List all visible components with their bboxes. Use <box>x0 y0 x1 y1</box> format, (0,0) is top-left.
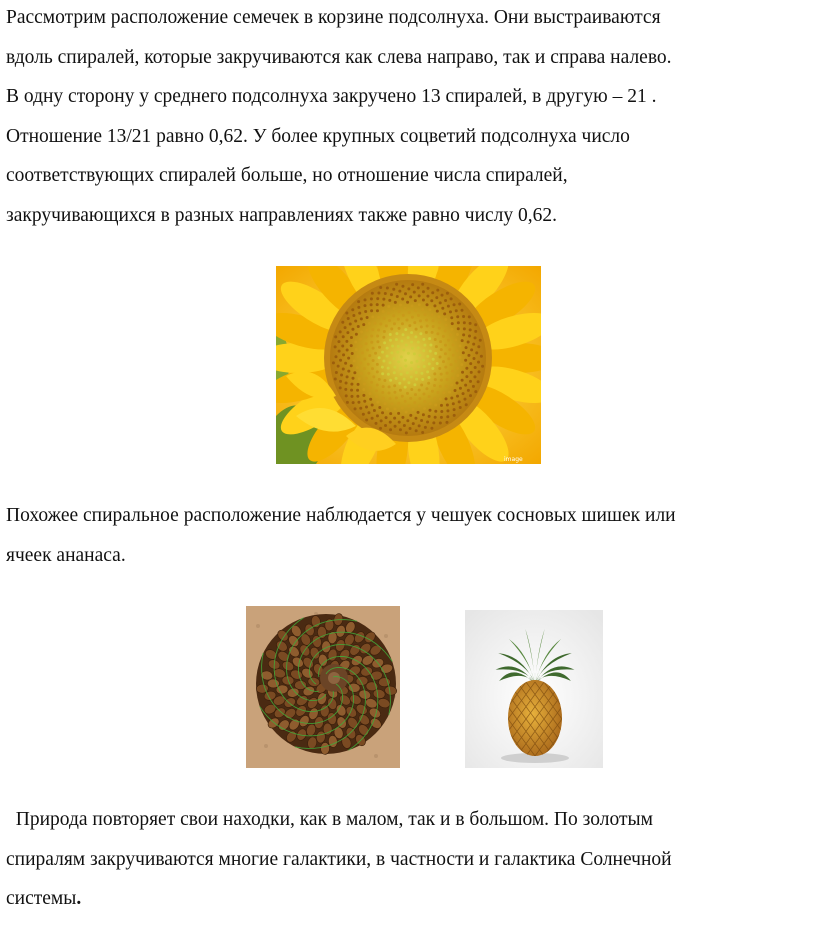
pinecone-image <box>246 606 400 768</box>
paragraph-sunflower-spirals <box>6 0 812 235</box>
text-line: Рассмотрим расположение семечек в корзине подсолнуха. Они выстраиваются <box>6 7 661 28</box>
text-line-last <box>6 879 812 919</box>
paragraph-pinecone-pineapple <box>6 496 812 575</box>
text-last-word: системы <box>6 888 77 909</box>
text-period: . <box>76 888 82 909</box>
text-line: Похожее спиральное расположение наблюдается у чешуек сосновых шишек или <box>6 505 676 526</box>
text-line: вдоль спиралей, которые закручиваются как слева направо, так и справа налево. <box>6 46 672 68</box>
text-line: В одну сторону у среднего подсолнуха закручено 13 спиралей, в другую – 21 . <box>6 86 657 107</box>
text-line: спиралям закручиваются многие галактики, в частности и галактика Солнечной <box>6 848 672 870</box>
text-line: Природа повторяет свои находки, как в малом, так и в большом. По золотым <box>6 809 653 830</box>
paragraph-galaxies <box>6 800 812 919</box>
text-line: соответствующих спиралей больше, но отношение числа спиралей, <box>6 165 568 186</box>
text-line: закручивающихся в разных направлениях также равно числу 0,62. <box>6 204 558 226</box>
sunflower-image <box>276 266 541 464</box>
text-line: Отношение 13/21 равно 0,62. У более крупных соцветий подсолнуха число <box>6 125 630 147</box>
svg-text:image: image <box>504 456 523 463</box>
pineapple-image <box>465 610 603 768</box>
text-line: ячеек ананаса. <box>6 544 126 566</box>
